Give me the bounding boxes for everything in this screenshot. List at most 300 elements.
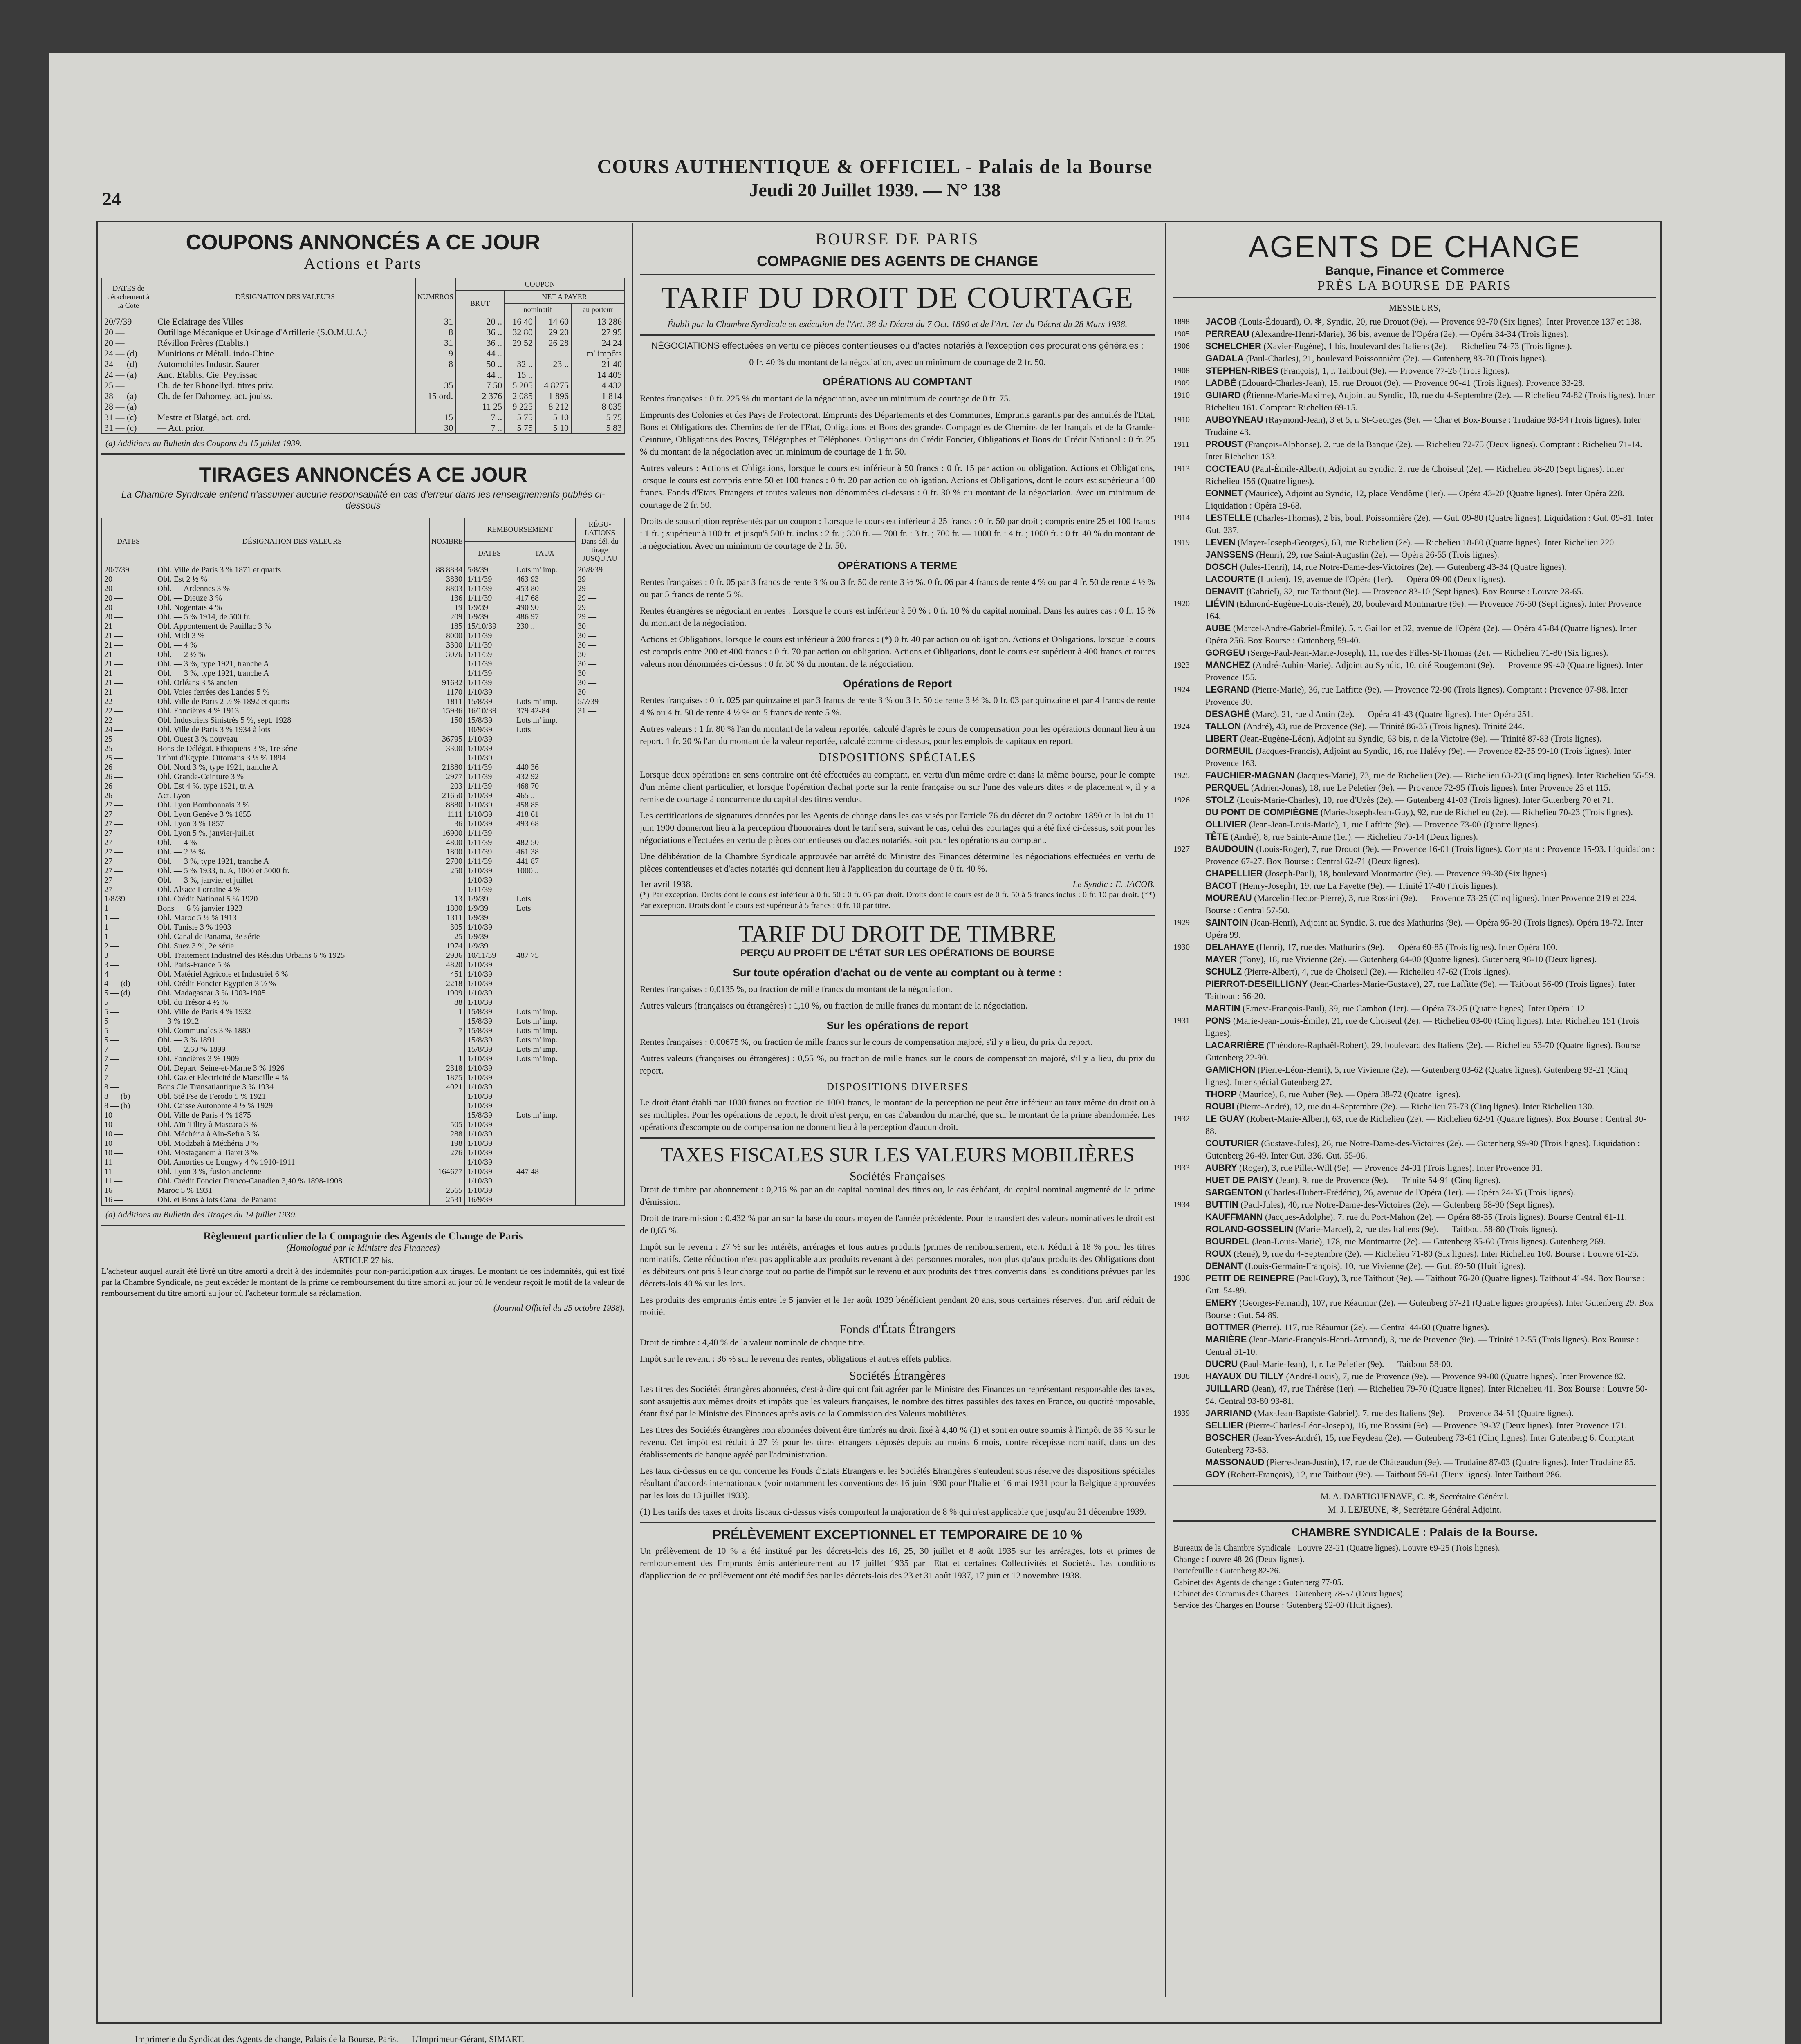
tirage-cell: 451 xyxy=(429,970,465,979)
tarif-exceptions: (*) Par exception. Droits dont le cours est inférieur à 0 fr. 50 : 0 fr. 05 par droit. Droits dont le cours est de 0 fr. 50 à 5 francs inclus : 0 fr. 10 par droit. (**) Par exception. Droits dont le cours est supérieur à 5 francs : 0 fr. 10 par titre. xyxy=(640,890,1155,910)
tirage-row xyxy=(102,998,624,1007)
agent-details: (Pierre-Marie), 36, rue Laffitte (9e). — Provence 72-90 (Trois lignes). Comptant : Provence 07-98. Inter Provence 30. xyxy=(1205,684,1628,707)
tirage-cell: Obl. Lyon Genève 3 % 1855 xyxy=(155,810,429,819)
coupon-cell: 16 40 xyxy=(505,316,535,327)
tirage-cell: 1/10/39 xyxy=(465,866,514,876)
tirage-cell xyxy=(575,1120,624,1130)
tirage-cell: 30 — xyxy=(575,669,624,678)
tirage-cell: 150 xyxy=(429,716,465,725)
coupon-cell: 2 085 xyxy=(505,391,535,401)
report-para: Rentes françaises : 0 fr. 025 par quinzaine et par 3 francs de rente 3 % ou 3 fr. 50 de rente 3 ½ %. 0 fr. 03 par quinzaine et par 4 francs de rente 4 % ou 4 fr. 50 de rente 4 ½ % ou 5 francs de rente 5 %. xyxy=(640,695,1155,717)
agent-year: 1927 xyxy=(1173,845,1190,854)
tirage-cell: 15/8/39 xyxy=(465,1026,514,1035)
agent-details: (Maurice), Adjoint au Syndic, 12, place Vendôme (1er). — Opéra 43-20 (Quatre lignes). Inter Opéra 228. Liquidation : Opéra 19-68. xyxy=(1205,488,1624,511)
agent-entry xyxy=(1173,1162,1656,1174)
coupon-row xyxy=(102,370,624,380)
tirage-cell: 1/10/39 xyxy=(465,1167,514,1177)
tirage-cell: 1/10/39 xyxy=(465,1139,514,1148)
tirage-cell xyxy=(575,753,624,763)
tirage-cell: 8000 xyxy=(429,631,465,641)
tirage-cell: 198 xyxy=(429,1139,465,1148)
tirage-cell xyxy=(514,1186,575,1195)
tirage-cell: 30 — xyxy=(575,659,624,669)
agent-details: (André), 8, rue Sainte-Anne (1er). — Richelieu 75-14 (Deux lignes). xyxy=(1230,831,1478,842)
agent-name: MASSONAUD xyxy=(1205,1457,1265,1467)
agent-details: (Robert-Marie-Albert), 63, rue de Richelieu (2e). — Richelieu 62-91 (Quatre lignes). Box Bourse : Central 30-88. xyxy=(1205,1114,1646,1136)
tirage-cell: 29 — xyxy=(575,603,624,612)
tirage-row xyxy=(102,782,624,791)
tirage-cell: 3300 xyxy=(429,744,465,753)
agent-name: CHAPELLIER xyxy=(1205,868,1263,879)
tirage-row xyxy=(102,1007,624,1017)
tirage-cell: 1/10/39 xyxy=(465,753,514,763)
agent-entry xyxy=(1173,1211,1656,1223)
tirage-cell: 1909 xyxy=(429,988,465,998)
agent-name: PROUST xyxy=(1205,439,1243,449)
column-left xyxy=(101,227,625,1313)
tarif-date: 1er avril 1938. xyxy=(640,879,693,889)
tirage-cell: Obl. — 5 % 1914, de 500 fr. xyxy=(155,612,429,622)
agent-name: DESAGHÉ xyxy=(1205,709,1250,719)
agent-entry xyxy=(1173,1456,1656,1468)
coupon-cell: Ch. de fer Rhonellyd. titres priv. xyxy=(155,380,415,391)
tirage-cell xyxy=(429,1035,465,1045)
coupon-cell: 44 .. xyxy=(455,348,505,359)
agent-name: GADALA xyxy=(1205,353,1244,363)
tirage-cell: 26 — xyxy=(102,763,155,772)
terme-para: Actions et Obligations, lorsque le cours est inférieur à 200 francs : (*) 0 fr. 40 par action ou obligation. Actions et Obligations, lorsque le cours est compris entre 200 et 400 francs : 0 fr. 70 par action ou obligation. Actions et Obligations, dont le cours est supérieur à 400 francs et toutes valeurs non dénommées ci-dessus : 0 fr. 30 % du montant de la négociation. xyxy=(640,634,1155,669)
agent-name: EMERY xyxy=(1205,1298,1237,1308)
tirage-cell: Obl. Départ. Seine-et-Marne 3 % 1926 xyxy=(155,1064,429,1073)
tirage-cell xyxy=(575,1177,624,1186)
taxes-etat-title: Fonds d'États Étrangers xyxy=(839,1322,955,1336)
tirage-cell: Tribut d'Egypte. Ottomans 3 ½ % 1894 xyxy=(155,753,429,763)
tirage-cell: 15/8/39 xyxy=(465,697,514,706)
tirage-row xyxy=(102,763,624,772)
tirage-row xyxy=(102,1026,624,1035)
agent-name: AUBOYNEAU xyxy=(1205,415,1263,425)
agent-name: DU PONT DE COMPIÈGNE xyxy=(1205,807,1319,817)
secretaire-general: M. A. DARTIGUENAVE, C. ✻, Secrétaire Général. xyxy=(1320,1491,1509,1502)
tirage-cell: 1/11/39 xyxy=(465,669,514,678)
agent-name: PIERROT-DESEILLIGNY xyxy=(1205,979,1308,989)
coupon-cell: Munitions et Métall. indo-Chine xyxy=(155,348,415,359)
tirage-row xyxy=(102,979,624,988)
tirage-cell xyxy=(514,941,575,951)
coupon-row xyxy=(102,423,624,434)
tirage-cell xyxy=(575,951,624,960)
agent-entry xyxy=(1173,818,1656,831)
tirage-cell: 10 — xyxy=(102,1120,155,1130)
agent-year: 1933 xyxy=(1173,1163,1190,1172)
tirage-cell xyxy=(575,791,624,800)
tirage-row xyxy=(102,735,624,744)
tirage-cell: Obl. — 2,60 % 1899 xyxy=(155,1045,429,1054)
coupon-cell: 28 — (a) xyxy=(102,401,155,412)
tirage-cell xyxy=(429,1017,465,1026)
taxes-etat: Impôt sur le revenu : 36 % sur le revenu des rentes, obligations et autres effets publics. xyxy=(640,1354,952,1364)
agent-name: GORGEU xyxy=(1205,648,1245,658)
tirage-cell: 15/8/39 xyxy=(465,1111,514,1120)
tirage-cell xyxy=(514,650,575,659)
agent-details: (Marie-Marcel), 2, rue des Italiens (9e). — Taitbout 58-80 (Trois lignes). xyxy=(1295,1224,1558,1234)
tirage-cell xyxy=(575,979,624,988)
tirage-cell: 164677 xyxy=(429,1167,465,1177)
agent-name: SARGENTON xyxy=(1205,1187,1263,1197)
tirage-cell xyxy=(575,970,624,979)
tirage-row xyxy=(102,1186,624,1195)
coupon-cell: 7 .. xyxy=(455,423,505,434)
agent-details: (Xavier-Eugène), 1 bis, boulevard des Italiens (2e). — Richelieu 74-73 (Trois lignes). xyxy=(1263,341,1572,351)
tirage-cell: 20/8/39 xyxy=(575,565,624,575)
coupon-cell: 8 035 xyxy=(571,401,624,412)
agent-name: OLLIVIER xyxy=(1205,819,1247,829)
agent-year: 1924 xyxy=(1173,722,1190,731)
page-header xyxy=(102,155,1648,213)
tirage-row xyxy=(102,1064,624,1073)
agent-name: COCTEAU xyxy=(1205,464,1250,474)
tirage-cell: Obl. Voies ferrées des Landes 5 % xyxy=(155,688,429,697)
agent-name: LESTELLE xyxy=(1205,513,1252,523)
agent-details: (Charles-Thomas), 2 bis, boul. Poissonnière (2e). — Gut. 09-80 (Quatre lignes). Liquidation : Gut. 09-81. Inter Gut. 237. xyxy=(1205,513,1654,535)
tirage-cell: 458 85 xyxy=(514,800,575,810)
tirage-cell: 1/11/39 xyxy=(465,594,514,603)
tirage-cell: 4021 xyxy=(429,1083,465,1092)
chambre-line: Cabinet des Agents de change : Gutenberg 77-05. xyxy=(1173,1577,1344,1587)
tirage-cell xyxy=(575,932,624,941)
agent-name: EONNET xyxy=(1205,488,1243,498)
agent-name: LE GUAY xyxy=(1205,1114,1245,1124)
tirage-cell: 25 — xyxy=(102,753,155,763)
tirage-cell: Obl. Crédit Foncier Egyptien 3 ½ % xyxy=(155,979,429,988)
tirage-cell: 463 93 xyxy=(514,575,575,584)
tirage-cell: 20 — xyxy=(102,603,155,612)
tirage-cell: 417 68 xyxy=(514,594,575,603)
agent-details: (Serge-Paul-Jean-Marie-Joseph), 11, rue des Filles-St-Thomas (2e). — Richelieu 71-80 (Six lignes). xyxy=(1247,648,1608,658)
tirage-cell xyxy=(514,932,575,941)
tirage-cell: 29 — xyxy=(575,594,624,603)
timbre-lead: Sur toute opération d'achat ou de vente au comptant ou à terme : xyxy=(733,966,1062,979)
coupon-cell: 8 212 xyxy=(535,401,571,412)
agent-year: 1931 xyxy=(1173,1016,1190,1025)
tirage-cell: Obl. Gaz et Electricité de Marseille 4 % xyxy=(155,1073,429,1083)
tirage-cell: 20 — xyxy=(102,584,155,594)
tirage-cell xyxy=(514,923,575,932)
agent-year: 1925 xyxy=(1173,771,1190,780)
agent-name: BOTTMER xyxy=(1205,1322,1250,1332)
coupon-cell: 24 — (d) xyxy=(102,359,155,370)
coupon-cell: Automobiles Industr. Saurer xyxy=(155,359,415,370)
tirage-cell: 30 — xyxy=(575,631,624,641)
tirage-cell: Obl. Maroc 5 ½ % 1913 xyxy=(155,913,429,923)
tirage-cell: 29 — xyxy=(575,575,624,584)
agent-year: 1936 xyxy=(1173,1274,1190,1283)
coupon-cell: 24 — (d) xyxy=(102,348,155,359)
agent-entry xyxy=(1173,843,1656,867)
timbre-line: Autres valeurs (françaises ou étrangères) : 1,10 %, ou fraction de mille francs du montant de la négociation. xyxy=(640,1000,1028,1011)
coupon-cell: 13 286 xyxy=(571,316,624,327)
tirage-cell: Lots m' imp. xyxy=(514,716,575,725)
tirage-row xyxy=(102,866,624,876)
coupon-cell: 32 80 xyxy=(505,327,535,338)
tirage-cell: 16/10/39 xyxy=(465,706,514,716)
agent-name: MARIÈRE xyxy=(1205,1334,1247,1345)
agent-details: (Jean-Marie-François-Henri-Armand), 3, rue de Provence (9e). — Trinité 12-55 (Trois lignes). Box Bourse : Central 51-10. xyxy=(1205,1334,1640,1357)
agent-details: (Louis-Germain-François), 10, rue Vivienne (2e). — Gut. 89-50 (Huit lignes). xyxy=(1245,1261,1526,1271)
agent-year: 1923 xyxy=(1173,661,1190,670)
timbre-line: Rentes françaises : 0,0135 %, ou fraction de mille francs du montant de la négociation. xyxy=(640,984,953,994)
tirage-cell xyxy=(514,876,575,885)
agent-entry xyxy=(1173,867,1656,880)
coupon-cell: 32 .. xyxy=(505,359,535,370)
tirage-cell xyxy=(575,716,624,725)
tirage-cell: Obl. Ouest 3 % nouveau xyxy=(155,735,429,744)
tirage-cell xyxy=(575,1045,624,1054)
tirage-cell: Obl. — 3 %, type 1921, tranche A xyxy=(155,659,429,669)
taxes-etr: Les taux ci-dessus en ce qui concerne les Fonds d'Etats Etrangers et les Sociétés Etrangères s'entendent sous réserve des dispositions spéciales résultant d'accords internationaux (voir notamment les conventions des 16 juin 1930 pour l'Italie et 16 mai 1931 pour la Belgique approuvées par les lois du 13 juillet 1933). xyxy=(640,1466,1155,1500)
agent-details: (Charles-Hubert-Frédéric), 26, avenue de l'Opéra (1er). — Opéra 24-35 (Trois lignes). xyxy=(1265,1187,1576,1197)
tirage-cell: 1/11/39 xyxy=(465,763,514,772)
tirage-row xyxy=(102,725,624,735)
tirage-cell: Obl. Canal de Panama, 3e série xyxy=(155,932,429,941)
tirage-row xyxy=(102,1130,624,1139)
tirage-cell: 1/10/39 xyxy=(465,998,514,1007)
agent-name: GAMICHON xyxy=(1205,1065,1256,1075)
agent-name: DELAHAYE xyxy=(1205,942,1254,952)
courtage-nego-value: 0 fr. 40 % du montant de la négociation, avec un minimum de courtage de 2 fr. 50. xyxy=(749,357,1046,367)
agent-name: MOUREAU xyxy=(1205,893,1252,903)
tirage-cell: 21 — xyxy=(102,659,155,669)
agent-name: STEPHEN-RIBES xyxy=(1205,365,1278,376)
tirage-cell xyxy=(575,1064,624,1073)
tirage-cell: Obl. — Dieuze 3 % xyxy=(155,594,429,603)
coupon-cell: 29 52 xyxy=(505,338,535,348)
coupon-cell: 35 xyxy=(415,380,455,391)
tirage-cell xyxy=(575,1139,624,1148)
agent-details: (Jean-Charles-Marie-Gustave), 27, rue Laffitte (9e). — Taitbout 56-09 (Trois lignes). Inter Taitbout : 56-20. xyxy=(1205,979,1636,1001)
tirage-cell: 4 — xyxy=(102,970,155,979)
courtage-title: TARIF DU DROIT DE COURTAGE xyxy=(661,281,1134,315)
tirage-cell xyxy=(575,1073,624,1083)
agents-title: AGENTS DE CHANGE xyxy=(1248,230,1581,264)
coupons-col-brut: BRUT xyxy=(455,291,505,316)
taxes-fr: Droit de transmission : 0,432 % par an sur la base du cours moyen de l'année précédente. Pour le transfert des valeurs nominatives le droit est de 0,65 %. xyxy=(640,1213,1155,1235)
tirage-cell: 27 — xyxy=(102,885,155,894)
coupon-cell: 5 10 xyxy=(535,423,571,434)
tirage-cell: 486 97 xyxy=(514,612,575,622)
agent-entry xyxy=(1173,1260,1656,1272)
coupon-cell: 44 .. xyxy=(455,370,505,380)
tirage-cell: 1/9/39 xyxy=(465,894,514,904)
tirage-row xyxy=(102,791,624,800)
agent-entry xyxy=(1173,953,1656,966)
coupon-cell: Outillage Mécanique et Usinage d'Artillerie (S.O.M.U.A.) xyxy=(155,327,415,338)
tirage-cell: 1/11/39 xyxy=(465,631,514,641)
tirage-cell xyxy=(575,735,624,744)
tirage-cell: 490 90 xyxy=(514,603,575,612)
tirage-cell: Obl. Caisse Autonome 4 ½ % 1929 xyxy=(155,1101,429,1111)
tirage-cell: 1/10/39 xyxy=(465,876,514,885)
agent-entry xyxy=(1173,684,1656,708)
agent-entry xyxy=(1173,1186,1656,1199)
tirage-cell: 1/10/39 xyxy=(465,923,514,932)
timbre-subtitle: PERÇU AU PROFIT DE L'ÉTAT SUR LES OPÉRATIONS DE BOURSE xyxy=(740,948,1055,959)
agent-entry xyxy=(1173,1015,1656,1039)
agent-name: SCHULZ xyxy=(1205,966,1242,977)
tirage-cell xyxy=(575,1007,624,1017)
tirage-cell: 2936 xyxy=(429,951,465,960)
tirage-row xyxy=(102,847,624,857)
agent-details: (François-Alphonse), 2, rue de la Banque (2e). — Richelieu 72-75 (Deux lignes). Comptant : Richelieu 71-14. Inter Richelieu 133. xyxy=(1205,439,1642,462)
tirage-cell: Obl. Paris-France 5 % xyxy=(155,960,429,970)
agent-entry xyxy=(1173,1064,1656,1088)
tirage-cell: 22 — xyxy=(102,706,155,716)
coupon-cell: 9 xyxy=(415,348,455,359)
tirage-cell: 8 — xyxy=(102,1083,155,1092)
tirage-cell: 1 xyxy=(429,1007,465,1017)
agent-name: SCHELCHER xyxy=(1205,341,1261,351)
tirage-cell xyxy=(514,735,575,744)
coupon-cell: 14 60 xyxy=(535,316,571,327)
tirage-cell: 2565 xyxy=(429,1186,465,1195)
coupon-cell: 25 — xyxy=(102,380,155,391)
coupon-cell xyxy=(415,401,455,412)
agent-name: MAYER xyxy=(1205,954,1237,964)
agent-details: (Paul-Jules), 40, rue Notre-Dame-des-Victoires (2e). — Gutenberg 58-90 (Sept lignes). xyxy=(1240,1199,1554,1210)
tirage-row xyxy=(102,1139,624,1148)
agent-name: KAUFFMANN xyxy=(1205,1212,1263,1222)
agent-entry xyxy=(1173,598,1656,622)
tirage-cell: Obl. Industriels Sinistrés 5 %, sept. 1928 xyxy=(155,716,429,725)
agent-name: ROLAND-GOSSELIN xyxy=(1205,1224,1294,1234)
tirage-cell: 22 — xyxy=(102,697,155,706)
agent-details: (Pierre-Jean-Justin), 17, rue de Châteaudun (9e). — Trudaine 87-03 (Quatre lignes). Inter Trudaine 85. xyxy=(1266,1457,1636,1467)
tirage-cell: 487 75 xyxy=(514,951,575,960)
agent-entry xyxy=(1173,1272,1656,1297)
agent-entry xyxy=(1173,585,1656,598)
agent-name: ROUBI xyxy=(1205,1101,1234,1112)
agent-year: 1911 xyxy=(1173,440,1190,449)
tirage-row xyxy=(102,650,624,659)
tirage-cell: 16 — xyxy=(102,1186,155,1195)
agent-entry xyxy=(1173,622,1656,647)
tirage-cell xyxy=(429,753,465,763)
coupon-cell: 26 28 xyxy=(535,338,571,348)
tirage-row xyxy=(102,885,624,894)
tirage-cell xyxy=(514,1083,575,1092)
tirage-cell: 30 — xyxy=(575,688,624,697)
tirage-cell: 21 — xyxy=(102,631,155,641)
tirage-cell: Obl. Foncières 3 % 1909 xyxy=(155,1054,429,1064)
chambre-line: Cabinet des Commis des Charges : Gutenberg 78-57 (Deux lignes). xyxy=(1173,1589,1405,1598)
publication-date: Jeudi 20 Juillet 1939. — N° 138 xyxy=(749,179,1001,200)
tirage-cell xyxy=(514,631,575,641)
tirage-cell: 1/10/39 xyxy=(465,810,514,819)
tirage-row xyxy=(102,960,624,970)
agent-entry xyxy=(1173,1334,1656,1358)
tirage-cell: 11 — xyxy=(102,1167,155,1177)
tirage-row xyxy=(102,1083,624,1092)
tirage-cell: 36795 xyxy=(429,735,465,744)
tirage-cell: 2700 xyxy=(429,857,465,866)
tirage-cell: Obl. — 2 ½ % xyxy=(155,847,429,857)
tirage-cell: 5 — xyxy=(102,1026,155,1035)
tirage-cell xyxy=(514,678,575,688)
tirage-cell: Lots m' imp. xyxy=(514,1035,575,1045)
agent-entry xyxy=(1173,463,1656,487)
tirage-cell: Obl. Méchéria à Aïn-Sefra 3 % xyxy=(155,1130,429,1139)
coupon-row xyxy=(102,348,624,359)
coupon-cell: 30 xyxy=(415,423,455,434)
dispositions-para: Une délibération de la Chambre Syndicale approuvée par arrêté du Ministre des Finances détermine les négociations effectuées en vertu de pièces contentieuses et d'actes notariés qui donnent lieu à l'application du courtage de 0 fr. 40 %. xyxy=(640,851,1155,874)
agent-name: FAUCHIER-MAGNAN xyxy=(1205,770,1295,780)
comptant-para: Rentes françaises : 0 fr. 225 % du montant de la négociation, avec un minimum de courtage de 0 fr. 75. xyxy=(640,393,1011,403)
tirage-cell xyxy=(575,763,624,772)
tirage-cell: 22 — xyxy=(102,716,155,725)
tirage-cell: 136 xyxy=(429,594,465,603)
reglement-subtitle: (Homologué par le Ministre des Finances) xyxy=(286,1242,440,1253)
tirage-cell: 16/9/39 xyxy=(465,1195,514,1205)
tirage-cell xyxy=(575,857,624,866)
coupon-cell: 31 xyxy=(415,316,455,327)
tirage-row xyxy=(102,1101,624,1111)
tirage-cell: Obl. Lyon 5 %, janvier-juillet xyxy=(155,829,429,838)
agent-year: 1924 xyxy=(1173,685,1190,694)
tirage-cell: 26 — xyxy=(102,772,155,782)
tirage-cell: 3076 xyxy=(429,650,465,659)
tirage-cell: Obl. Modzbah à Méchéria 3 % xyxy=(155,1139,429,1148)
coupon-cell: 20/7/39 xyxy=(102,316,155,327)
agent-entry xyxy=(1173,733,1656,745)
coupon-cell: 27 95 xyxy=(571,327,624,338)
agent-entry xyxy=(1173,340,1656,352)
coupon-cell: 8 xyxy=(415,327,455,338)
tirage-cell: 20 — xyxy=(102,612,155,622)
coupon-cell: 50 .. xyxy=(455,359,505,370)
tirage-cell xyxy=(575,885,624,894)
agent-name: BOSCHER xyxy=(1205,1432,1251,1443)
tirage-cell: 7 — xyxy=(102,1064,155,1073)
agent-details: (Jean-Louis-Marie), 178, rue Montmartre (2e). — Gutenberg 35-60 (Trois lignes). Gutenberg 269. xyxy=(1252,1236,1606,1246)
tirage-cell: Obl. Communales 3 % 1880 xyxy=(155,1026,429,1035)
coupon-cell: 2 376 xyxy=(455,391,505,401)
tirage-cell: Obl. et Bons à lots Canal de Panama xyxy=(155,1195,429,1205)
tirage-cell: 1/11/39 xyxy=(465,575,514,584)
tirage-cell: 8 — (b) xyxy=(102,1092,155,1101)
comptant-para: Autres valeurs : Actions et Obligations, lorsque le cours est inférieur à 50 francs : 0 fr. 15 par action ou obligation. Actions et Obligations, lorsque le cours est compris entre 50 et 100 francs : 0 fr. 20 par action ou obligation. Actions et Obligations, dont le cours est supérieur à 100 francs. Fonds d'Etats Etrangers et toutes valeurs non dénommées ci-dessus : 0 fr. 30 % du montant de la négociation. Avec un minimum de courtage de 2 fr. 50. xyxy=(640,463,1155,510)
tirage-cell: 8880 xyxy=(429,800,465,810)
agent-details: (Paul-Guy), 3, rue Taitbout (9e). — Taitbout 76-20 (Quatre lignes). Taitbout 41-94. Box Bourse : Gut. 54-89. xyxy=(1205,1273,1645,1295)
tirage-cell: 88 8834 xyxy=(429,565,465,575)
tirage-cell: 1800 xyxy=(429,847,465,857)
tirage-cell: 1/9/39 xyxy=(465,913,514,923)
comptant-para: Droits de souscription représentés par un coupon : Lorsque le cours est inférieur à 25 francs : 0 fr. 50 par droit ; compris entre 25 et 100 francs : 1 fr. ; supérieur à 100 fr. et jusqu'à 500 fr. inclus : 2 fr. ; 300 fr. — 700 fr. : 3 fr. ; 700 fr. — 1000 fr. : 4 fr. ; 1000 fr. : 0 fr. 40 % du montant de la négociation. Avec un minimum de courtage de 2 fr. 50. xyxy=(640,516,1155,551)
tirage-cell: 1/10/39 xyxy=(465,1186,514,1195)
coupon-cell: 29 20 xyxy=(535,327,571,338)
tirage-cell: 26 — xyxy=(102,782,155,791)
dispositions-title: DISPOSITIONS SPÉCIALES xyxy=(819,751,976,764)
timbre-report: Autres valeurs (françaises ou étrangères) : 0,55 %, ou fraction de mille francs sur le cours de compensation majoré, s'il y a lieu, du prix du report. xyxy=(640,1053,1155,1076)
coupon-cell: 8 xyxy=(415,359,455,370)
agent-year: 1910 xyxy=(1173,391,1190,400)
tirage-cell xyxy=(514,1101,575,1111)
agent-details: (Lucien), 19, avenue de l'Opéra (1er). — Opéra 09-00 (Deux lignes). xyxy=(1257,574,1505,584)
agent-entry xyxy=(1173,1383,1656,1407)
tirage-cell xyxy=(575,1195,624,1205)
agent-name: BOURDEL xyxy=(1205,1236,1250,1246)
tirage-cell: 1/10/39 xyxy=(465,1073,514,1083)
tirage-cell: Obl. Mostaganem à Tiaret 3 % xyxy=(155,1148,429,1158)
